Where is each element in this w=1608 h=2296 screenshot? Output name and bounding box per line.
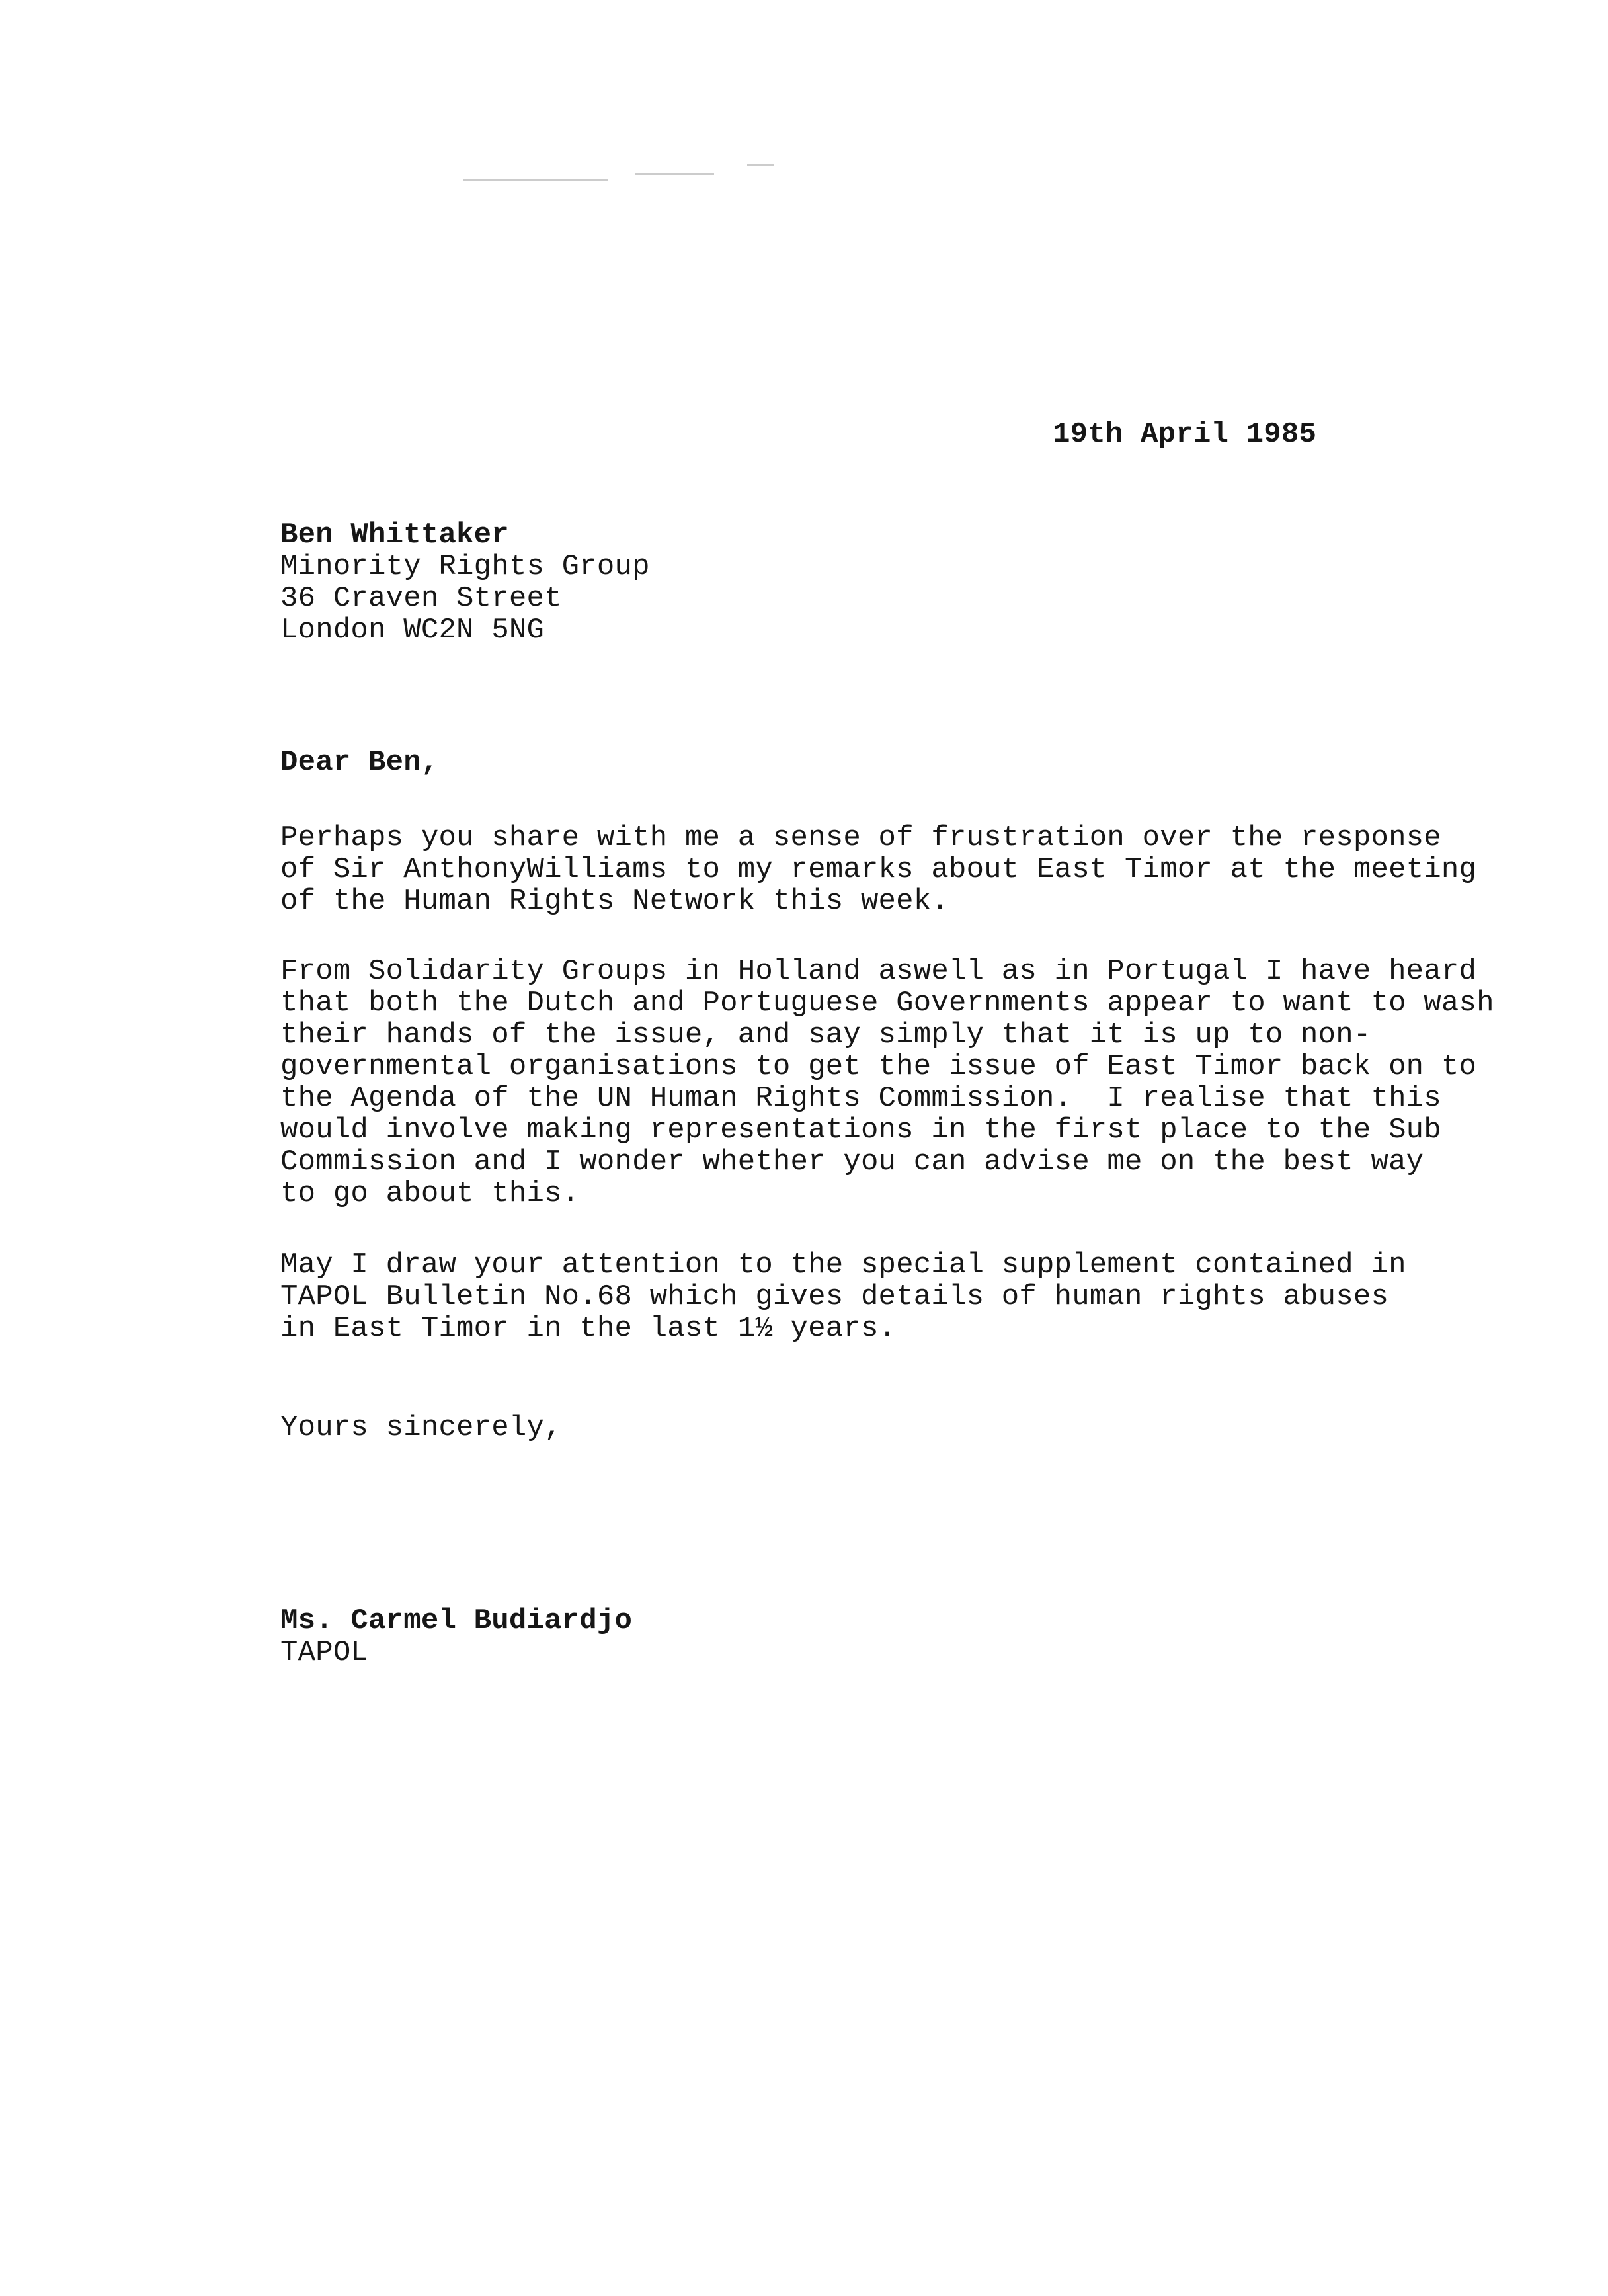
recipient-organisation: Minority Rights Group (280, 550, 650, 583)
signatory-name: Ms. Carmel Budiardjo (280, 1604, 633, 1637)
recipient-city: London WC2N 5NG (280, 614, 545, 647)
letter-date: 19th April 1985 (1053, 418, 1317, 451)
scan-mark (747, 164, 774, 166)
recipient-name: Ben Whittaker (280, 518, 509, 552)
paragraph-line: their hands of the issue, and say simply that it is up to non- (280, 1018, 1371, 1051)
paragraph-line: From Solidarity Groups in Holland aswell as in Portugal I have heard (280, 955, 1477, 988)
paragraph-line: in East Timor in the last 1½ years. (280, 1312, 897, 1345)
closing: Yours sincerely, (280, 1411, 562, 1444)
salutation: Dear Ben, (280, 746, 439, 779)
paragraph-line: to go about this. (280, 1177, 580, 1210)
paragraph-line: May I draw your attention to the special supplement contained in (280, 1249, 1406, 1282)
paragraph-line: would involve making representations in the first place to the Sub (280, 1114, 1441, 1147)
paragraph-line: that both the Dutch and Portuguese Governments appear to want to wash (280, 987, 1494, 1020)
paragraph-line: TAPOL Bulletin No.68 which gives details of human rights abuses (280, 1280, 1389, 1313)
paragraph-line: Commission and I wonder whether you can advise me on the best way (280, 1145, 1424, 1178)
paragraph-line: governmental organisations to get the issue of East Timor back on to (280, 1050, 1477, 1083)
paragraph-line: of the Human Rights Network this week. (280, 885, 949, 918)
signatory-organisation: TAPOL (280, 1636, 369, 1669)
scan-mark (463, 179, 608, 181)
paragraph-line: Perhaps you share with me a sense of frustration over the response (280, 821, 1441, 854)
scan-mark (635, 173, 714, 175)
recipient-street: 36 Craven Street (280, 582, 562, 615)
paragraph-line: of Sir AnthonyWilliams to my remarks about East Timor at the meeting (280, 853, 1477, 886)
paragraph-line: the Agenda of the UN Human Rights Commission. I realise that this (280, 1082, 1441, 1115)
